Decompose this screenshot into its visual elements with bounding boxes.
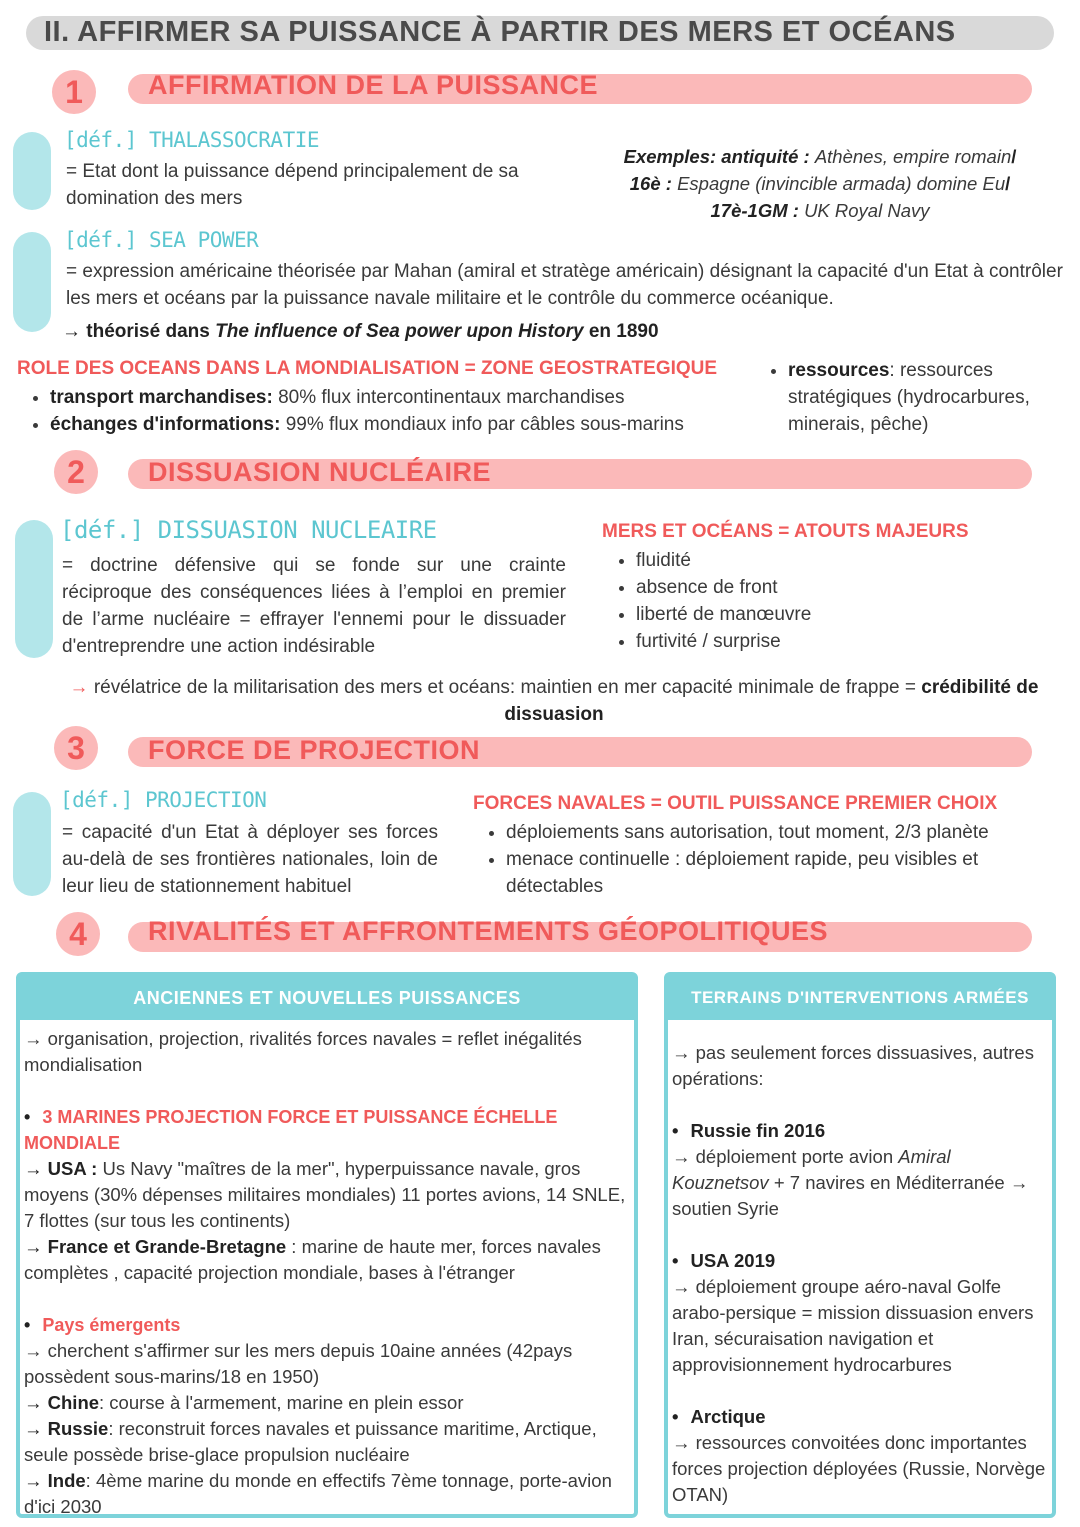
section-number-1: 1 [52, 70, 96, 114]
item-label: transport marchandises: [50, 387, 273, 408]
section-title-3: FORCE DE PROJECTION [148, 735, 481, 765]
item-label: Inde [47, 1470, 86, 1491]
arrow-icon: → [24, 1158, 43, 1179]
sea-power-note [62, 318, 659, 345]
bullet-heading: • Arctique [672, 1404, 1048, 1430]
emerging-paragraph: → cherchent s'affirmer sur les mers depuis 10aine années (42pays possèdent sous-marins/18 en 1950) [24, 1340, 573, 1387]
definition-label-thalassocratie: [déf.] THALASSOCRATIE [64, 128, 320, 152]
definition-text-thalassocratie: = Etat dont la puissance dépend principalement de sa domination des mers [66, 161, 519, 209]
arrow-icon: → [24, 1392, 43, 1413]
item-text: : 4ème marine du monde en effectifs 7ème tonnage, porte-avion d'ici 2030 [24, 1470, 612, 1517]
section-number-2: 2 [54, 450, 98, 494]
item-text: 99% flux mondiaux info par câbles sous-marins [280, 414, 684, 435]
item-text: → déploiement porte avion [672, 1146, 899, 1167]
item-text: : marine de haute mer, forces navales complètes , capacité projection mondiale, bases à l'étranger [24, 1236, 601, 1283]
list-item: • déploiements sans autorisation, tout moment, 2/3 planète [506, 819, 1066, 846]
note-emphasis: crédibilité de dissuasion [504, 677, 1039, 725]
definition-label-projection: [déf.] PROJECTION [60, 788, 267, 812]
section-title-1: AFFIRMATION DE LA PUISSANCE [148, 70, 598, 100]
list-item [50, 384, 790, 411]
note-text: → théorisé dans [62, 321, 216, 342]
definition-marker [15, 520, 53, 658]
bullet-heading: • Pays émergents [24, 1312, 630, 1338]
example-1: Athènes, empire romain [814, 146, 1012, 167]
box-powers-header: ANCIENNES ET NOUVELLES PUISSANCES [20, 976, 634, 1020]
box-interventions-header: TERRAINS D'INTERVENTIONS ARMÉES [668, 976, 1052, 1020]
arrow-icon: → [24, 1418, 43, 1439]
box-powers-body [20, 1020, 634, 1520]
definition-text-dissuasion: = doctrine défensive qui se fonde sur une crainte réciproque des conséquences liées à l’emploi en premier de l’arme nucléaire = effrayer l'ennemi pour le dissuader d'entreprendre une action indésirable [62, 555, 566, 657]
item-text: + 7 navires en Méditerranée → soutien Syrie [672, 1172, 1029, 1219]
box-interventions-body [668, 1020, 1052, 1508]
item-label: ressources [788, 360, 890, 381]
example-3-label: 17è-1GM : [710, 200, 799, 221]
item-label: Chine [47, 1392, 100, 1413]
dissuasion-note [34, 674, 1074, 728]
item-label: USA : [47, 1158, 98, 1179]
example-2: Espagne (invincible armada) domine Eu [677, 173, 1006, 194]
note-text: révélatrice de la militarisation des mers et océans: maintien en mer capacité minimale de frappe = [88, 677, 922, 698]
box-powers [16, 972, 638, 1518]
item-text: : reconstruit forces navales et puissance maritime, Arctique, seule possède brise-glace propulsion nucléaire [24, 1418, 597, 1465]
item-label: Russie [47, 1418, 109, 1439]
examples-label: Exemples: antiquité : [623, 146, 810, 167]
bullet-heading: • 3 MARINES PROJECTION FORCE ET PUISSANCE ÉCHELLE MONDIALE [24, 1104, 630, 1156]
india-paragraph [24, 1468, 630, 1520]
bullet-heading: • USA 2019 [672, 1248, 1048, 1274]
box-intro: → pas seulement forces dissuasives, autres opérations: [672, 1042, 1034, 1089]
list-item: • absence de front [636, 574, 1036, 601]
definition-marker [13, 232, 51, 332]
forces-list [484, 819, 1066, 900]
definition-label-dissuasion: [déf.] DISSUASION NUCLEAIRE [60, 516, 437, 544]
note-text: en 1890 [583, 321, 659, 342]
role-list-resources [766, 357, 1078, 438]
example-2-label: 16è : [629, 173, 672, 194]
definition-text-sea-power: = expression américaine théorisée par Mahan (amiral et stratège américain) désignant la capacité d'un Etat à contrôler les mers et océans par la puissance navale militaire et le contrôle du commerce océanique. [66, 261, 1063, 309]
definition-marker [13, 132, 51, 210]
russia-2016-paragraph [672, 1144, 1048, 1222]
item-text: Us Navy "maîtres de la mer", hyperpuissance navale, gros moyens (30% dépenses militaires mondiales) 11 portes avions, 14 SNLE, 7 flottes (sur tous les continents) [24, 1158, 626, 1231]
forces-title: FORCES NAVALES = OUTIL PUISSANCE PREMIER CHOIX [473, 793, 998, 814]
list-item: • liberté de manœuvre [636, 601, 1036, 628]
list-item: • fluidité [636, 547, 1036, 574]
definition-marker [13, 792, 51, 896]
item-text: : course à l'armement, marine en plein essor [99, 1392, 464, 1413]
separator: / [1005, 173, 1011, 194]
section-title-4: RIVALITÉS ET AFFRONTEMENTS GÉOPOLITIQUES [148, 916, 829, 946]
list-item [788, 357, 1078, 438]
list-item: • furtivité / surprise [636, 628, 1036, 655]
list-item [50, 411, 790, 438]
usa-2019-paragraph: → déploiement groupe aéro-naval Golfe arabo-persique = mission dissuasion envers Iran, sécuraisation navigation et approvisionnement hydrocarbures [672, 1276, 1034, 1375]
bullet-heading: • Russie fin 2016 [672, 1118, 1048, 1144]
example-3: UK Royal Navy [804, 200, 930, 221]
examples-block [560, 143, 1080, 224]
arrow-icon: → [24, 1236, 43, 1257]
france-uk-paragraph [24, 1234, 630, 1286]
china-paragraph [24, 1390, 630, 1416]
box-interventions [664, 972, 1056, 1518]
ship-name: Amiral Kouznetsov [672, 1146, 951, 1193]
book-title: The influence of Sea power upon History [215, 321, 584, 342]
arrow-icon: → [24, 1470, 43, 1491]
definition-text-projection: = capacité d'un Etat à déployer ses forces au-delà de ses frontières nationales, loin de leur lieu de stationnement habituel [62, 822, 438, 897]
atouts-title: MERS ET OCÉANS = ATOUTS MAJEURS [602, 521, 969, 542]
arrow-icon: → [69, 677, 89, 698]
item-label: France et Grande-Bretagne [47, 1236, 287, 1257]
section-number-4: 4 [56, 912, 100, 956]
separator: / [1011, 146, 1017, 167]
arctic-paragraph: → ressources convoitées donc importantes forces projection déployées (Russie, Norvège OTAN) [672, 1432, 1046, 1505]
usa-paragraph [24, 1156, 630, 1234]
role-title: ROLE DES OCEANS DANS LA MONDIALISATION = ZONE GEOSTRATEGIQUE [17, 358, 718, 379]
section-number-3: 3 [54, 726, 98, 770]
section-title-2: DISSUASION NUCLÉAIRE [148, 457, 492, 487]
atouts-list [614, 547, 1036, 655]
item-label: échanges d'informations: [50, 414, 281, 435]
definition-label-sea-power: [déf.] SEA POWER [64, 228, 259, 252]
box-intro: → organisation, projection, rivalités forces navales = reflet inégalités mondialisation [24, 1028, 582, 1075]
role-list [28, 384, 790, 438]
russia-paragraph [24, 1416, 630, 1468]
page-title: II. AFFIRMER SA PUISSANCE À PARTIR DES MERS ET OCÉANS [44, 16, 956, 48]
list-item: • menace continuelle : déploiement rapide, peu visibles et détectables [506, 846, 1066, 900]
item-text: 80% flux intercontinentaux marchandises [272, 387, 625, 408]
item-text: : ressources stratégiques (hydrocarbures, minerais, pêche) [788, 360, 1030, 435]
